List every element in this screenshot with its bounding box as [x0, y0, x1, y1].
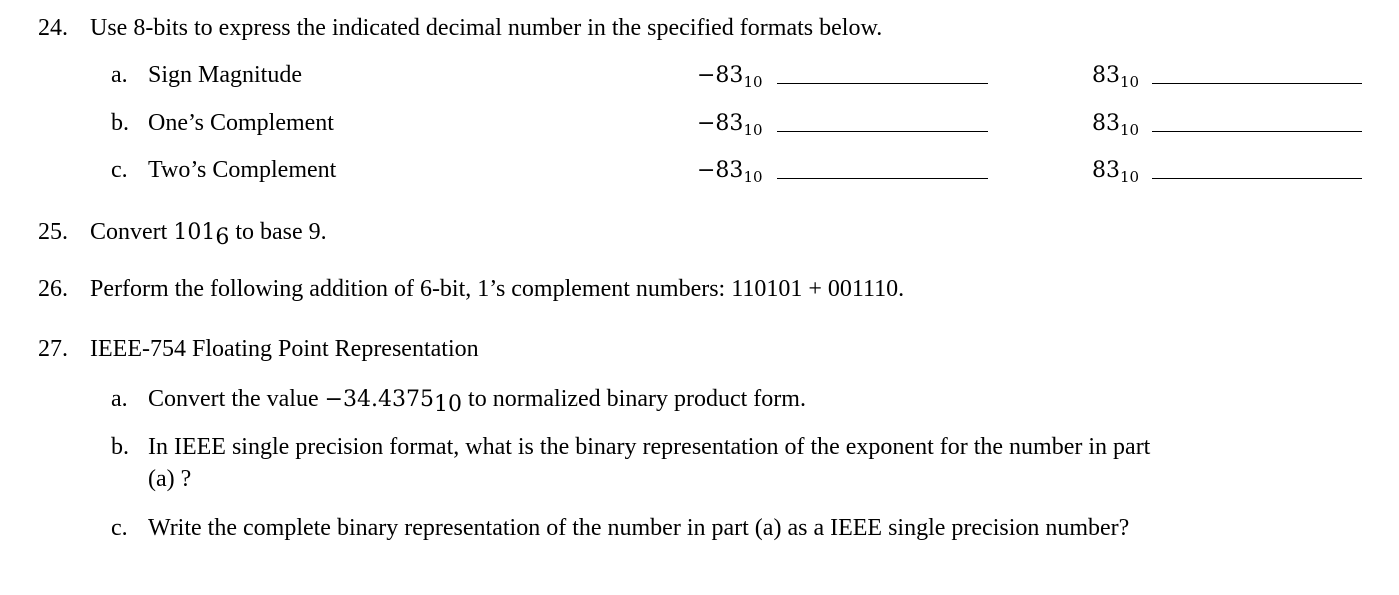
q24-row-a-positive-answer-blank[interactable] [1152, 83, 1362, 84]
q24-number: 24. [38, 15, 68, 41]
q24-row-a-label: Sign Magnitude [148, 62, 302, 88]
q24-row-b-positive-answer-blank[interactable] [1152, 131, 1362, 132]
q27a-letter: a. [111, 386, 128, 412]
q24-row-b-label: One’s Complement [148, 110, 334, 136]
q24-row-c-negative-answer-blank[interactable] [777, 178, 988, 179]
q24-row-b-positive-value: $83_{10}$ [1092, 111, 1140, 139]
q24-row-a-negative-answer-blank[interactable] [777, 83, 988, 84]
q24-row-c-letter: c. [111, 157, 128, 183]
q24-row-b-letter: b. [111, 110, 129, 136]
q24-row-a-negative-value: $-83_{10}$ [697, 63, 763, 91]
q27b-line1: In IEEE single precision format, what is the binary representation of the exponent for the number in part [148, 434, 1151, 460]
q26-number: 26. [38, 276, 68, 302]
q27b-letter: b. [111, 434, 129, 460]
q24-row-c-positive-answer-blank[interactable] [1152, 178, 1362, 179]
q24-row-a-positive-value: $83_{10}$ [1092, 63, 1140, 91]
q27-number: 27. [38, 336, 68, 362]
q24-row-c-label: Two’s Complement [148, 157, 337, 183]
q26-text: Perform the following addition of 6-bit, 1’s complement numbers: 110101 + 001110. [90, 276, 905, 302]
q27c-text: Write the complete binary representation of the number in part (a) as a IEEE single precision number? [148, 515, 1130, 541]
q27-title: IEEE-754 Floating Point Representation [90, 336, 479, 362]
q27a-text: Convert the value $-34.4375_{10}$ to normalized binary product form. [148, 386, 806, 417]
q24-row-b-negative-value: $-83_{10}$ [697, 111, 763, 139]
q24-row-c-positive-value: $83_{10}$ [1092, 158, 1140, 186]
q24-row-a-letter: a. [111, 62, 128, 88]
q25-text: Convert $101_6$ to base 9. [90, 219, 327, 250]
q24-row-b-negative-answer-blank[interactable] [777, 131, 988, 132]
q27c-letter: c. [111, 515, 128, 541]
q24-text: Use 8-bits to express the indicated decimal number in the specified formats below. [90, 15, 883, 41]
q24-row-c-negative-value: $-83_{10}$ [697, 158, 763, 186]
q25-number: 25. [38, 219, 68, 245]
q27b-line2: (a) ? [148, 466, 192, 492]
